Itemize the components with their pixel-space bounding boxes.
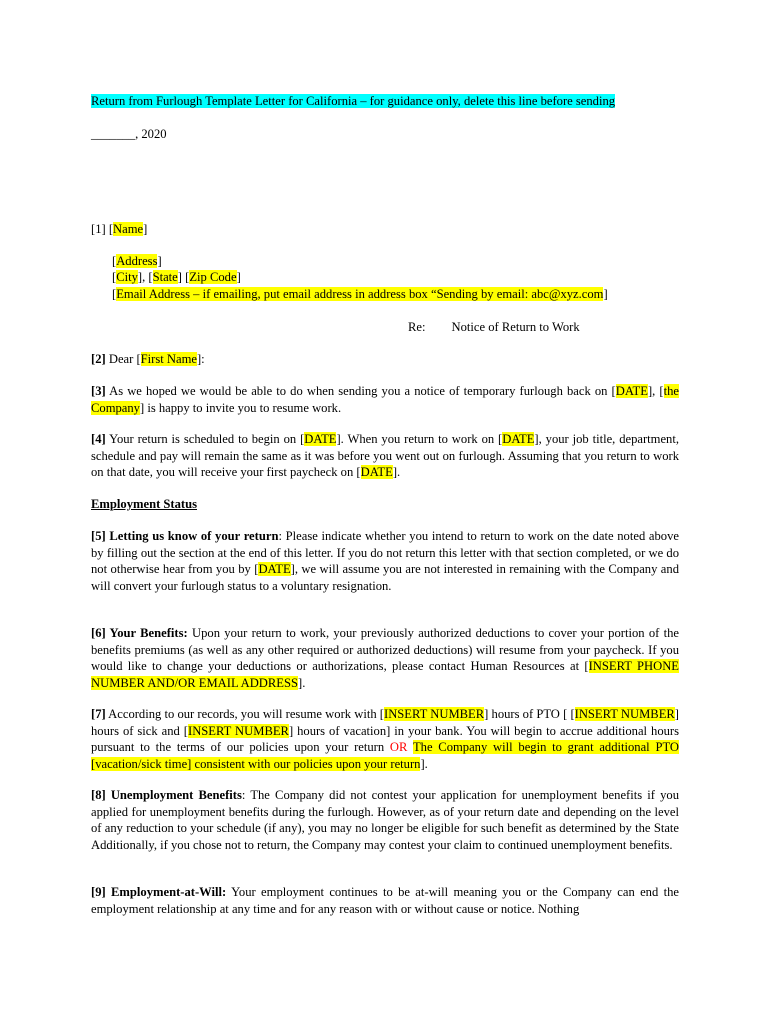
paragraph-8: [8] Unemployment Benefits: The Company did not contest your application for unemployment benefits if you applied for unemployment benefits during the furlough. However, as of your return date and depending on the level of any reduction to your schedule (if any), you may no longer be eligible for such benefit as determined by the State Additionally, if you chose not to return, the Company may contest your claim to continued unemployment benefits. [91, 788, 679, 852]
recipient-address: [Address] [112, 253, 162, 268]
re-line [408, 319, 580, 336]
salutation: [2] Dear [First Name]: [91, 352, 205, 366]
re-subject: Notice of Return to Work [451, 320, 580, 334]
guidance-text: Return from Furlough Template Letter for California – for guidance only, delete this line before sending [91, 94, 616, 108]
paragraph-4: [4] Your return is scheduled to begin on [DATE]. When you return to work on [DATE], your job title, department, schedule and pay will remain the same as it was before you went out on furlough. Assuming that you return to work on that date, you will receive your first paycheck on [DATE]. [91, 432, 679, 479]
recipient-name-line: [1] [Name] [91, 222, 148, 236]
first-name: First Name [140, 352, 197, 366]
recipient-name: Name [113, 222, 144, 236]
paragraph-3: [3] As we hoped we would be able to do when sending you a notice of temporary furlough back on [DATE], [the Company] is happy to invite you to resume work. [91, 384, 679, 415]
date-line [91, 126, 167, 143]
paragraph-5: [5] Letting us know of your return: Please indicate whether you intend to return to work on the date noted above by filling out the section at the end of this letter. If you do not return this letter with that section completed, or we do not otherwise hear from you by [DATE], we will assume you are not interested in remaining with the Company and will convert your furlough status to a voluntary resignation. [91, 529, 679, 593]
paragraph-7: [7] According to our records, you will resume work with [INSERT NUMBER] hours of PTO [ [INSERT NUMBER] hours of sick and [INSERT NUMBER] hours of vacation] in your bank. You will begin to accrue additional hours pursuant to the terms of our policies upon your return OR The Company will begin to grant additional PTO [vacation/sick time] consistent with our policies upon your return]. [91, 707, 680, 771]
guidance-line [91, 93, 615, 110]
paragraph-9: [9] Employment-at-Will: Your employment continues to be at-will meaning you or the Company can end the employment relationship at any time and for any reason with or without cause or notice. Nothing [91, 885, 679, 916]
recipient-email: [Email Address – if emailing, put email address in address box “Sending by email: abc@xyz.com] [112, 286, 608, 301]
recipient-city-state-zip: [City], [State] [Zip Code] [112, 270, 241, 284]
recipient-block [91, 221, 679, 302]
employment-status-heading: Employment Status [91, 497, 198, 511]
date-text: _______, 2020 [91, 127, 167, 141]
paragraph-6: [6] Your Benefits: Upon your return to work, your previously authorized deductions to cover your portion of the benefits premiums (as well as any other required or authorized deductions) will resume from your paycheck. If you would like to change your deductions or authorizations, please contact Human Resources at [INSERT PHONE NUMBER AND/OR EMAIL ADDRESS]. [91, 626, 679, 690]
re-label: Re: [408, 320, 426, 334]
